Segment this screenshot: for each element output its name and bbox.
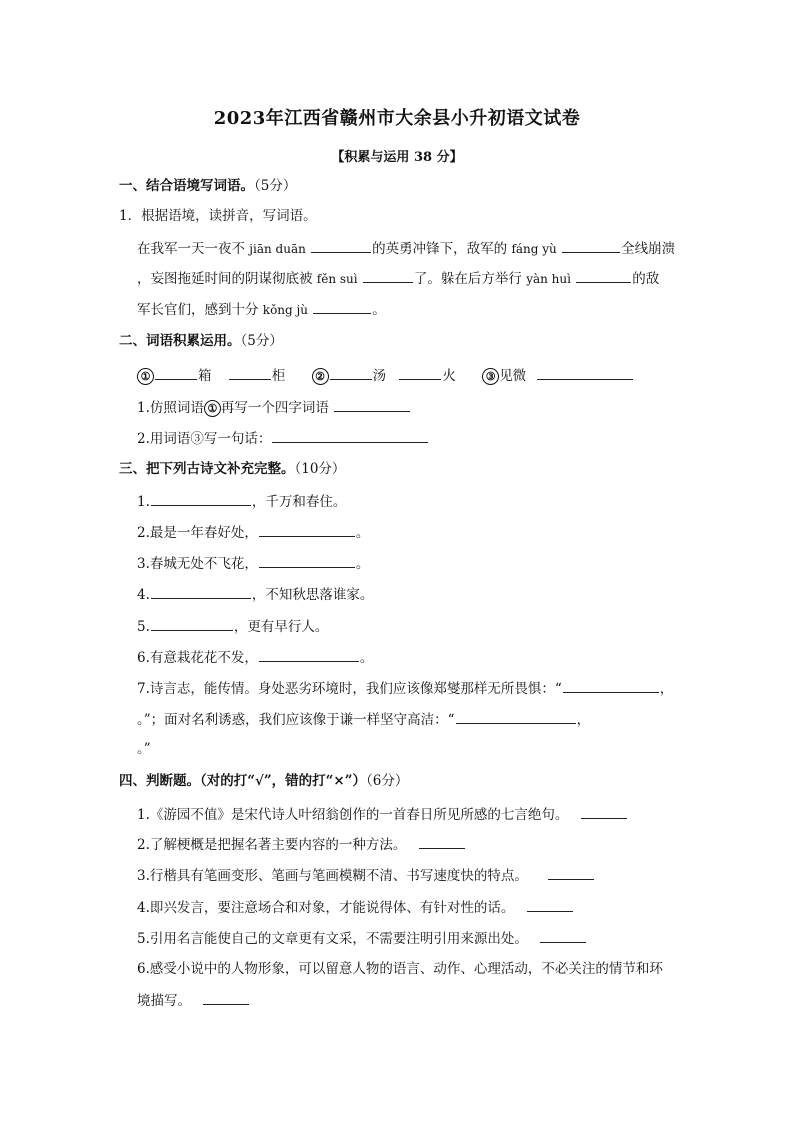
judge-question-2 [137,834,466,855]
answer-blank[interactable] [548,865,594,880]
question-text: 1.《游园不值》是宋代诗人叶绍翁创作的一首春日所见所感的七言绝句。 [137,807,569,823]
judge-question-5 [137,928,587,949]
word-char: 火 [442,368,456,384]
question-text: 再写一个四字词语 [220,400,329,416]
answer-blank[interactable] [272,428,428,443]
word-question-1 [137,397,411,418]
passage-text: 全线崩溃 [621,241,676,257]
question-text: 。 [359,650,374,666]
answer-blank[interactable] [229,365,271,380]
passage-text: 军长官们，感到十分 [137,302,263,318]
section-heading-text: 四、判断题。（对的打“√”，错的打“×”） [119,773,366,789]
question-1-line-1 [137,238,675,259]
question-text: 2.用词语③写一句话： [137,431,272,447]
pinyin-prompt: jiān duān [249,242,306,256]
section-heading-text: 三、把下列古诗文补充完整。 [119,461,295,477]
answer-blank[interactable] [203,990,249,1005]
answer-blank[interactable] [259,647,359,662]
question-text: 5.引用名言能使自己的文章更有文采，不需要注明引用来源出处。 [137,931,528,947]
answer-blank[interactable] [313,299,371,314]
question-text: 3.春城无处不飞花， [137,556,258,572]
answer-blank[interactable] [576,268,631,283]
judge-question-6-line-2 [137,990,250,1011]
poem-question-6 [137,647,373,668]
answer-blank[interactable] [151,616,233,631]
section-heading-text: 一、结合语境写词语。 [119,178,254,194]
answer-blank[interactable] [330,365,372,380]
word-char: 汤 [372,368,387,384]
part-header: 【积累与运用 38 分】 [331,150,463,165]
question-text: ，千万和春住。 [251,494,347,510]
judge-question-4 [137,897,574,918]
circled-number-2: ② [312,368,329,385]
section-score: （10分） [294,461,346,477]
question-text: 6.有意栽花花不发， [137,650,258,666]
question-text: 。”；面对名利诱惑，我们应该像于谦一样坚守高洁：“ [137,712,455,728]
poem-question-7-line-2 [137,709,590,730]
passage-text: 了。躲在后方举行 [413,271,527,287]
answer-blank[interactable] [151,584,251,599]
passage-text: 的敌 [632,271,660,287]
question-text: 7.诗言志，能传情。身处恶劣环境时，我们应该像郑燮那样无所畏惧：“ [137,681,562,697]
answer-blank[interactable] [334,397,410,412]
poem-question-7-line-1 [137,678,673,699]
section-3-heading [119,459,345,479]
judge-question-3 [137,865,595,886]
question-1-line-2 [137,268,659,289]
answer-blank[interactable] [581,804,627,819]
circled-number-1: ① [137,368,154,385]
judge-question-6-line-1: 6.感受小说中的人物形象，可以留意人物的语言、动作、心理活动，不必关注的情节和环 [137,961,663,977]
question-text: 。 [355,525,370,541]
section-score: （6分） [366,773,409,789]
answer-blank[interactable] [537,365,633,380]
word-row [137,365,634,386]
section-4-heading [119,771,408,791]
word-char: 箱 [198,368,212,384]
section-heading-text: 二、词语积累运用。 [119,333,241,349]
answer-blank[interactable] [311,238,371,253]
question-number: 1. [137,494,150,510]
passage-text: 在我军一天一夜不 [137,241,250,257]
answer-blank[interactable] [151,491,251,506]
answer-blank[interactable] [155,365,197,380]
pinyin-prompt: kǒng jù [262,303,308,317]
poem-question-1 [137,491,346,512]
page-title: 2023年江西省赣州市大余县小升初语文试卷 [213,108,581,129]
word-char: 见微 [499,368,527,384]
passage-text: 的英勇冲锋下，敌军的 [372,241,512,257]
answer-blank[interactable] [399,365,441,380]
circled-number-3: ③ [482,368,499,385]
question-text: 2.最是一年春好处， [137,525,258,541]
question-text: ，更有早行人。 [233,619,329,635]
question-text: ， [576,712,591,728]
answer-blank[interactable] [562,238,620,253]
pinyin-prompt: fěn suì [316,272,358,286]
answer-blank[interactable] [540,928,586,943]
poem-question-5 [137,616,328,637]
answer-blank[interactable] [527,897,573,912]
question-text: ，不知秋思落谁家。 [251,587,374,603]
answer-blank[interactable] [563,678,659,693]
question-text: 境描写。 [137,993,191,1009]
section-score: （5分） [254,178,297,194]
question-number: 4. [137,587,150,603]
answer-blank[interactable] [456,709,576,724]
question-text: 2.了解梗概是把握名著主要内容的一种方法。 [137,837,407,853]
question-text: ， [659,681,674,697]
answer-blank[interactable] [419,834,465,849]
word-char: 柜 [271,368,286,384]
section-score: （5分） [240,333,283,349]
answer-blank[interactable] [259,522,355,537]
passage-text: 。 [372,302,386,318]
question-1-prompt: 1．根据语境，读拼音，写词语。 [119,208,317,224]
judge-question-1 [137,804,628,825]
question-text: 。 [355,556,370,572]
poem-question-2 [137,522,369,543]
word-question-2 [137,428,429,449]
question-1-line-3 [137,299,386,320]
section-1-heading [119,176,296,196]
answer-blank[interactable] [259,553,355,568]
question-text: 4.即兴发言，要注意场合和对象，才能说得体、有针对性的话。 [137,900,515,916]
question-text: 1.仿照词语 [137,400,204,416]
answer-blank[interactable] [363,268,413,283]
question-text: 3.行楷具有笔画变形、笔画与笔画模糊不清、书写速度快的特点。 [137,868,528,884]
pinyin-prompt: yàn huì [526,272,571,286]
section-2-heading [119,331,283,351]
poem-question-4 [137,584,373,605]
question-number: 5. [137,619,150,635]
circled-number-1: ① [204,400,221,417]
passage-text: ，妄图拖延时间的阴谋彻底被 [137,271,317,287]
poem-question-7-line-3: 。” [137,741,151,757]
poem-question-3 [137,553,369,574]
pinyin-prompt: fáng yù [511,242,557,256]
